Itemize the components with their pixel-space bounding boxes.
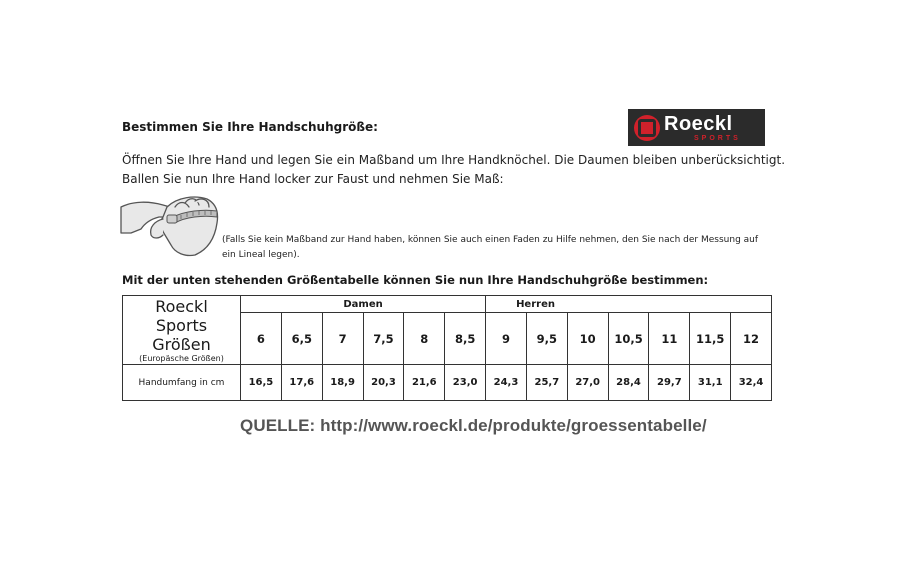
circumference-cell: 18,9 [322,365,363,401]
circumference-cell: 24,3 [486,365,527,401]
circumference-row [123,365,772,401]
logo-wordmark: Roeckl [664,112,733,135]
hand-measuring-tape-icon [119,193,223,261]
circumference-cell: 17,6 [281,365,322,401]
size-cell: 7,5 [363,313,404,365]
size-row-label-text: Roeckl Sports Größen [152,297,211,354]
size-cell: 9,5 [526,313,567,365]
instruction-line-2: Ballen Sie nun Ihre Hand locker zur Faust und nehmen Sie Maß: [122,172,504,186]
group-herren: Herren [486,296,772,313]
circumference-cell: 25,7 [526,365,567,401]
size-cell: 10 [567,313,608,365]
circumference-cell: 31,1 [690,365,731,401]
group-damen: Damen [241,296,486,313]
circumference-cell: 20,3 [363,365,404,401]
size-cell: 11 [649,313,690,365]
size-row-label [123,296,241,365]
size-cell: 6 [241,313,282,365]
size-cell: 8 [404,313,445,365]
circumference-cell: 16,5 [241,365,282,401]
circumference-cell: 28,4 [608,365,649,401]
circumference-cell: 32,4 [731,365,772,401]
instruction-line-1: Öffnen Sie Ihre Hand und legen Sie ein Maßband um Ihre Handknöchel. Die Daumen bleiben unberücksichtigt. [122,153,786,167]
table-group-row [123,296,772,313]
circumference-cell: 27,0 [567,365,608,401]
table-intro: Mit der unten stehenden Größentabelle können Sie nun Ihre Handschuhgröße bestimmen: [122,273,709,287]
page-title: Bestimmen Sie Ihre Handschuhgröße: [122,120,378,134]
source-caption: QUELLE: http://www.roeckl.de/produkte/groessentabelle/ [240,416,707,435]
size-row-label-note: (Europäsche Größen) [139,354,224,363]
roeckl-logo [628,109,765,146]
circumference-cell: 23,0 [445,365,486,401]
size-table [122,295,772,401]
size-cell: 11,5 [690,313,731,365]
circumference-cell: 29,7 [649,365,690,401]
thread-tip-note: (Falls Sie kein Maßband zur Hand haben, können Sie auch einen Faden zu Hilfe nehmen, den Sie nach der Messung auf ein Lineal legen). [222,235,759,260]
roeckl-logo-icon [634,115,660,141]
size-cell: 8,5 [445,313,486,365]
size-cell: 10,5 [608,313,649,365]
size-cell: 6,5 [281,313,322,365]
size-cell: 12 [731,313,772,365]
circumference-row-label: Handumfang in cm [123,365,241,401]
logo-subtext: SPORTS [694,134,741,142]
size-cell: 9 [486,313,527,365]
size-cell: 7 [322,313,363,365]
circumference-cell: 21,6 [404,365,445,401]
